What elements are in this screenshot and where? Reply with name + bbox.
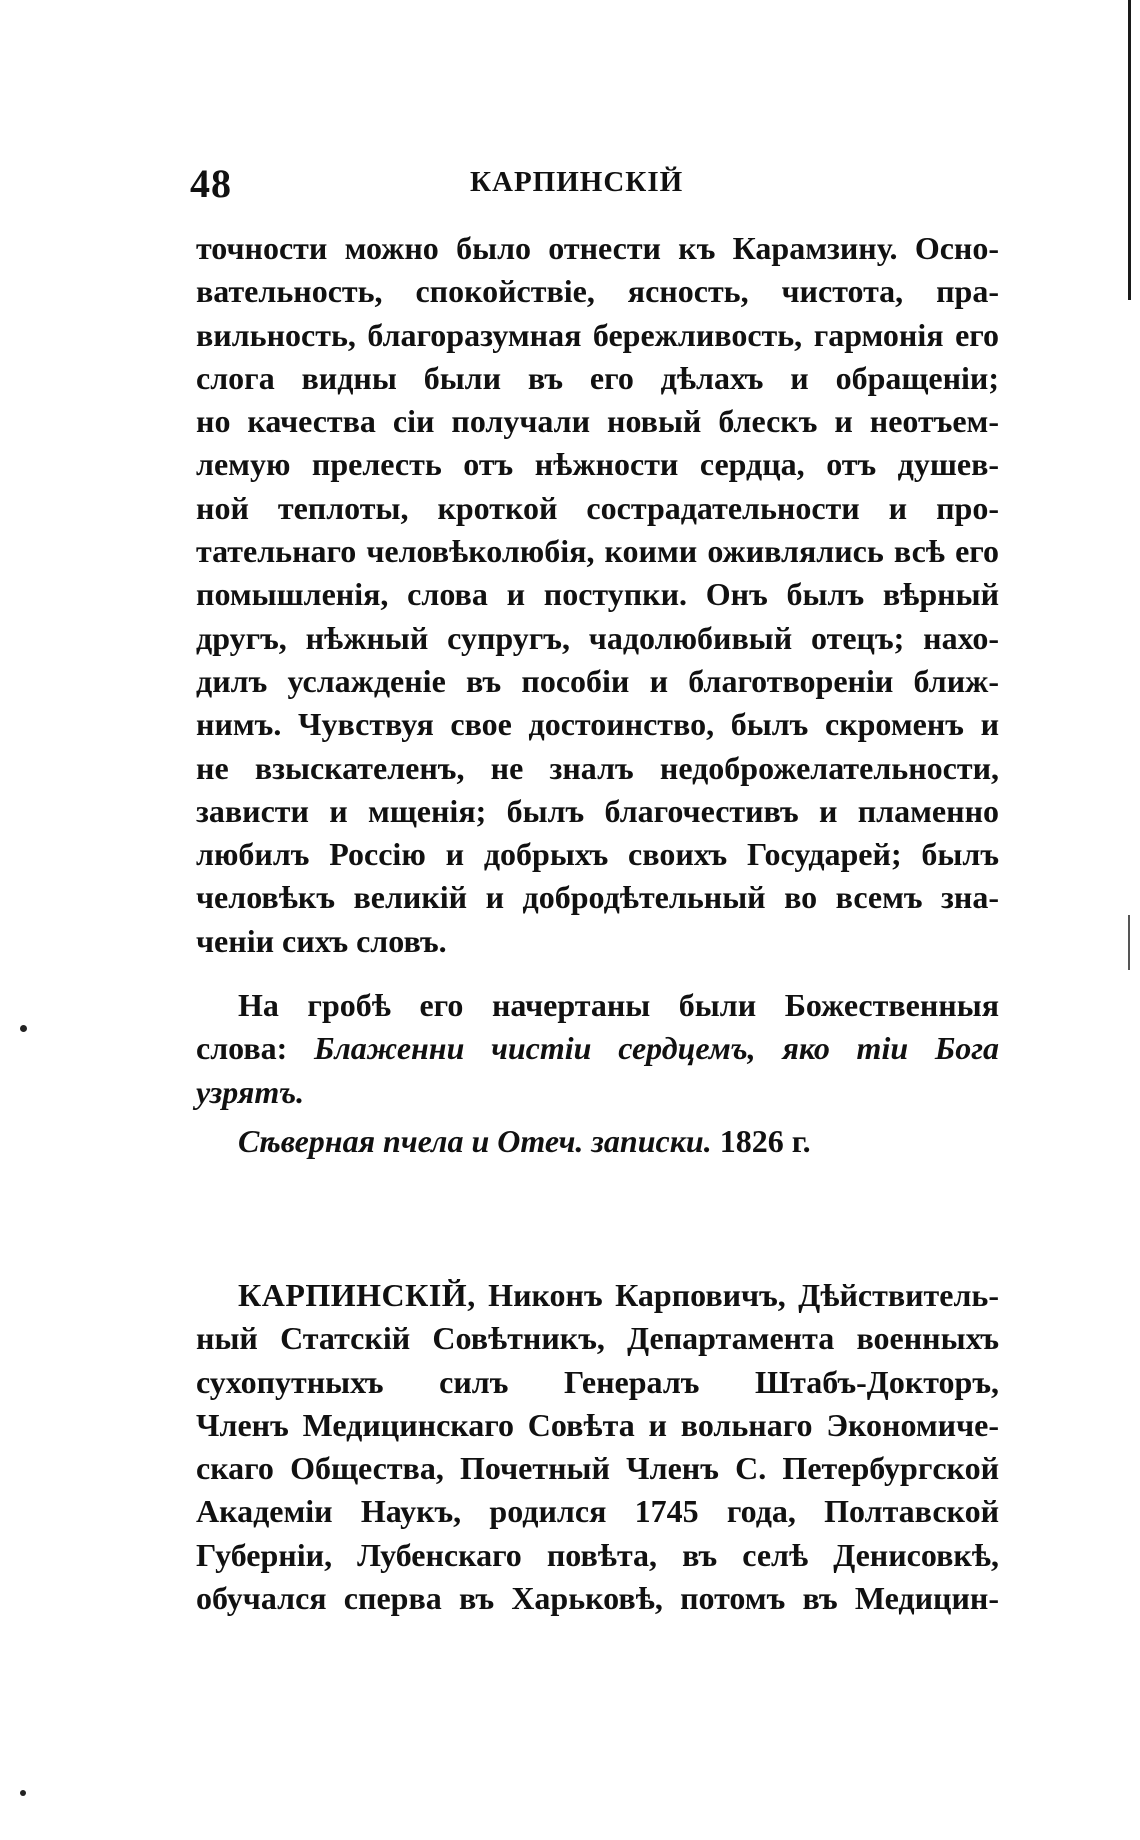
paragraph-biography-end	[196, 227, 999, 963]
text-line: скаго Общества, Почетный Членъ С. Петербургской	[196, 1450, 999, 1487]
text-line: На гробѣ его начертаны были Божественныя	[238, 987, 999, 1023]
text-line: человѣкъ великій и добродѣтельный во всемъ зна-	[196, 879, 999, 916]
text-span: слова:	[196, 1030, 315, 1067]
text-line: точности можно было отнести къ Карамзину. Осно-	[196, 230, 999, 266]
text-line: Губерніи, Лубенскаго повѣта, въ селѣ Денисовкѣ,	[196, 1536, 999, 1573]
text-line	[196, 1027, 999, 1070]
text-line: любилъ Россію и добрыхъ своихъ Государей; былъ	[196, 836, 999, 873]
running-head: КАРПИНСКІЙ	[470, 166, 684, 198]
entry-karpinsky	[196, 1274, 999, 1620]
source-title: Сѣверная пчела и Отеч. записки.	[238, 1123, 712, 1159]
page-number: 48	[190, 161, 232, 206]
source-line	[196, 1120, 999, 1163]
source-citation	[196, 1120, 999, 1163]
text-line: не взыскателенъ, не зналъ недоброжелательности,	[196, 749, 999, 786]
page-header	[190, 160, 1000, 210]
text-line: ной теплоты, кроткой сострадательности и про-	[196, 489, 999, 526]
text-line: другъ, нѣжный супругъ, чадолюбивый отецъ; нахо-	[196, 619, 999, 656]
text-line: лемую прелесть отъ нѣжности сердца, отъ душев-	[196, 446, 999, 483]
ink-speck	[20, 1025, 27, 1032]
text-line: зависти и мщенія; былъ благочестивъ и пламенно	[196, 792, 999, 829]
text-line: помышленія, слова и поступки. Онъ былъ вѣрный	[196, 576, 999, 613]
text-line: слога видны были въ его дѣлахъ и обращеніи;	[196, 359, 999, 396]
epitaph-quote-end: узрятъ.	[196, 1073, 305, 1110]
page-edge-rule	[1128, 0, 1131, 300]
text-line	[196, 1274, 999, 1317]
paragraph-epitaph	[196, 984, 999, 1114]
text-line: ченіи сихъ словъ.	[196, 922, 447, 959]
text-line: сухопутныхъ силъ Генералъ Штабъ-Докторъ,	[196, 1363, 999, 1400]
text-line: Академіи Наукъ, родился 1745 года, Полтавской	[196, 1493, 999, 1530]
text-line: нимъ. Чувствуя свое достоинство, былъ скроменъ и	[196, 706, 999, 743]
text-line: Членъ Медицинскаго Совѣта и вольнаго Экономиче-	[196, 1406, 999, 1443]
text-span: Никонъ Карповичъ, Дѣйствитель-	[475, 1277, 999, 1313]
text-line: ный Статскій Совѣтникъ, Департамента военныхъ	[196, 1320, 999, 1357]
text-line: вильность, благоразумная бережливость, гармонія его	[196, 316, 999, 353]
ink-speck	[20, 1790, 26, 1796]
text-line: обучался сперва въ Харьковѣ, потомъ въ Медицин-	[196, 1580, 999, 1617]
text-line: дилъ услажденіе въ пособіи и благотвореніи ближ-	[196, 662, 999, 699]
entry-name: КАРПИНСКІЙ,	[238, 1277, 476, 1313]
page-edge-mark	[1128, 915, 1130, 970]
epitaph-quote: Блаженни чистіи сердцемъ, яко тіи Бога	[314, 1030, 1000, 1067]
text-line: тательнаго человѣколюбія, коими оживлялись всѣ его	[196, 533, 999, 570]
text-line: вательность, спокойствіе, ясность, чистота, пра-	[196, 273, 999, 310]
text-line: но качества сіи получали новый блескъ и неотъем-	[196, 403, 999, 440]
source-year: 1826 г.	[711, 1123, 811, 1159]
